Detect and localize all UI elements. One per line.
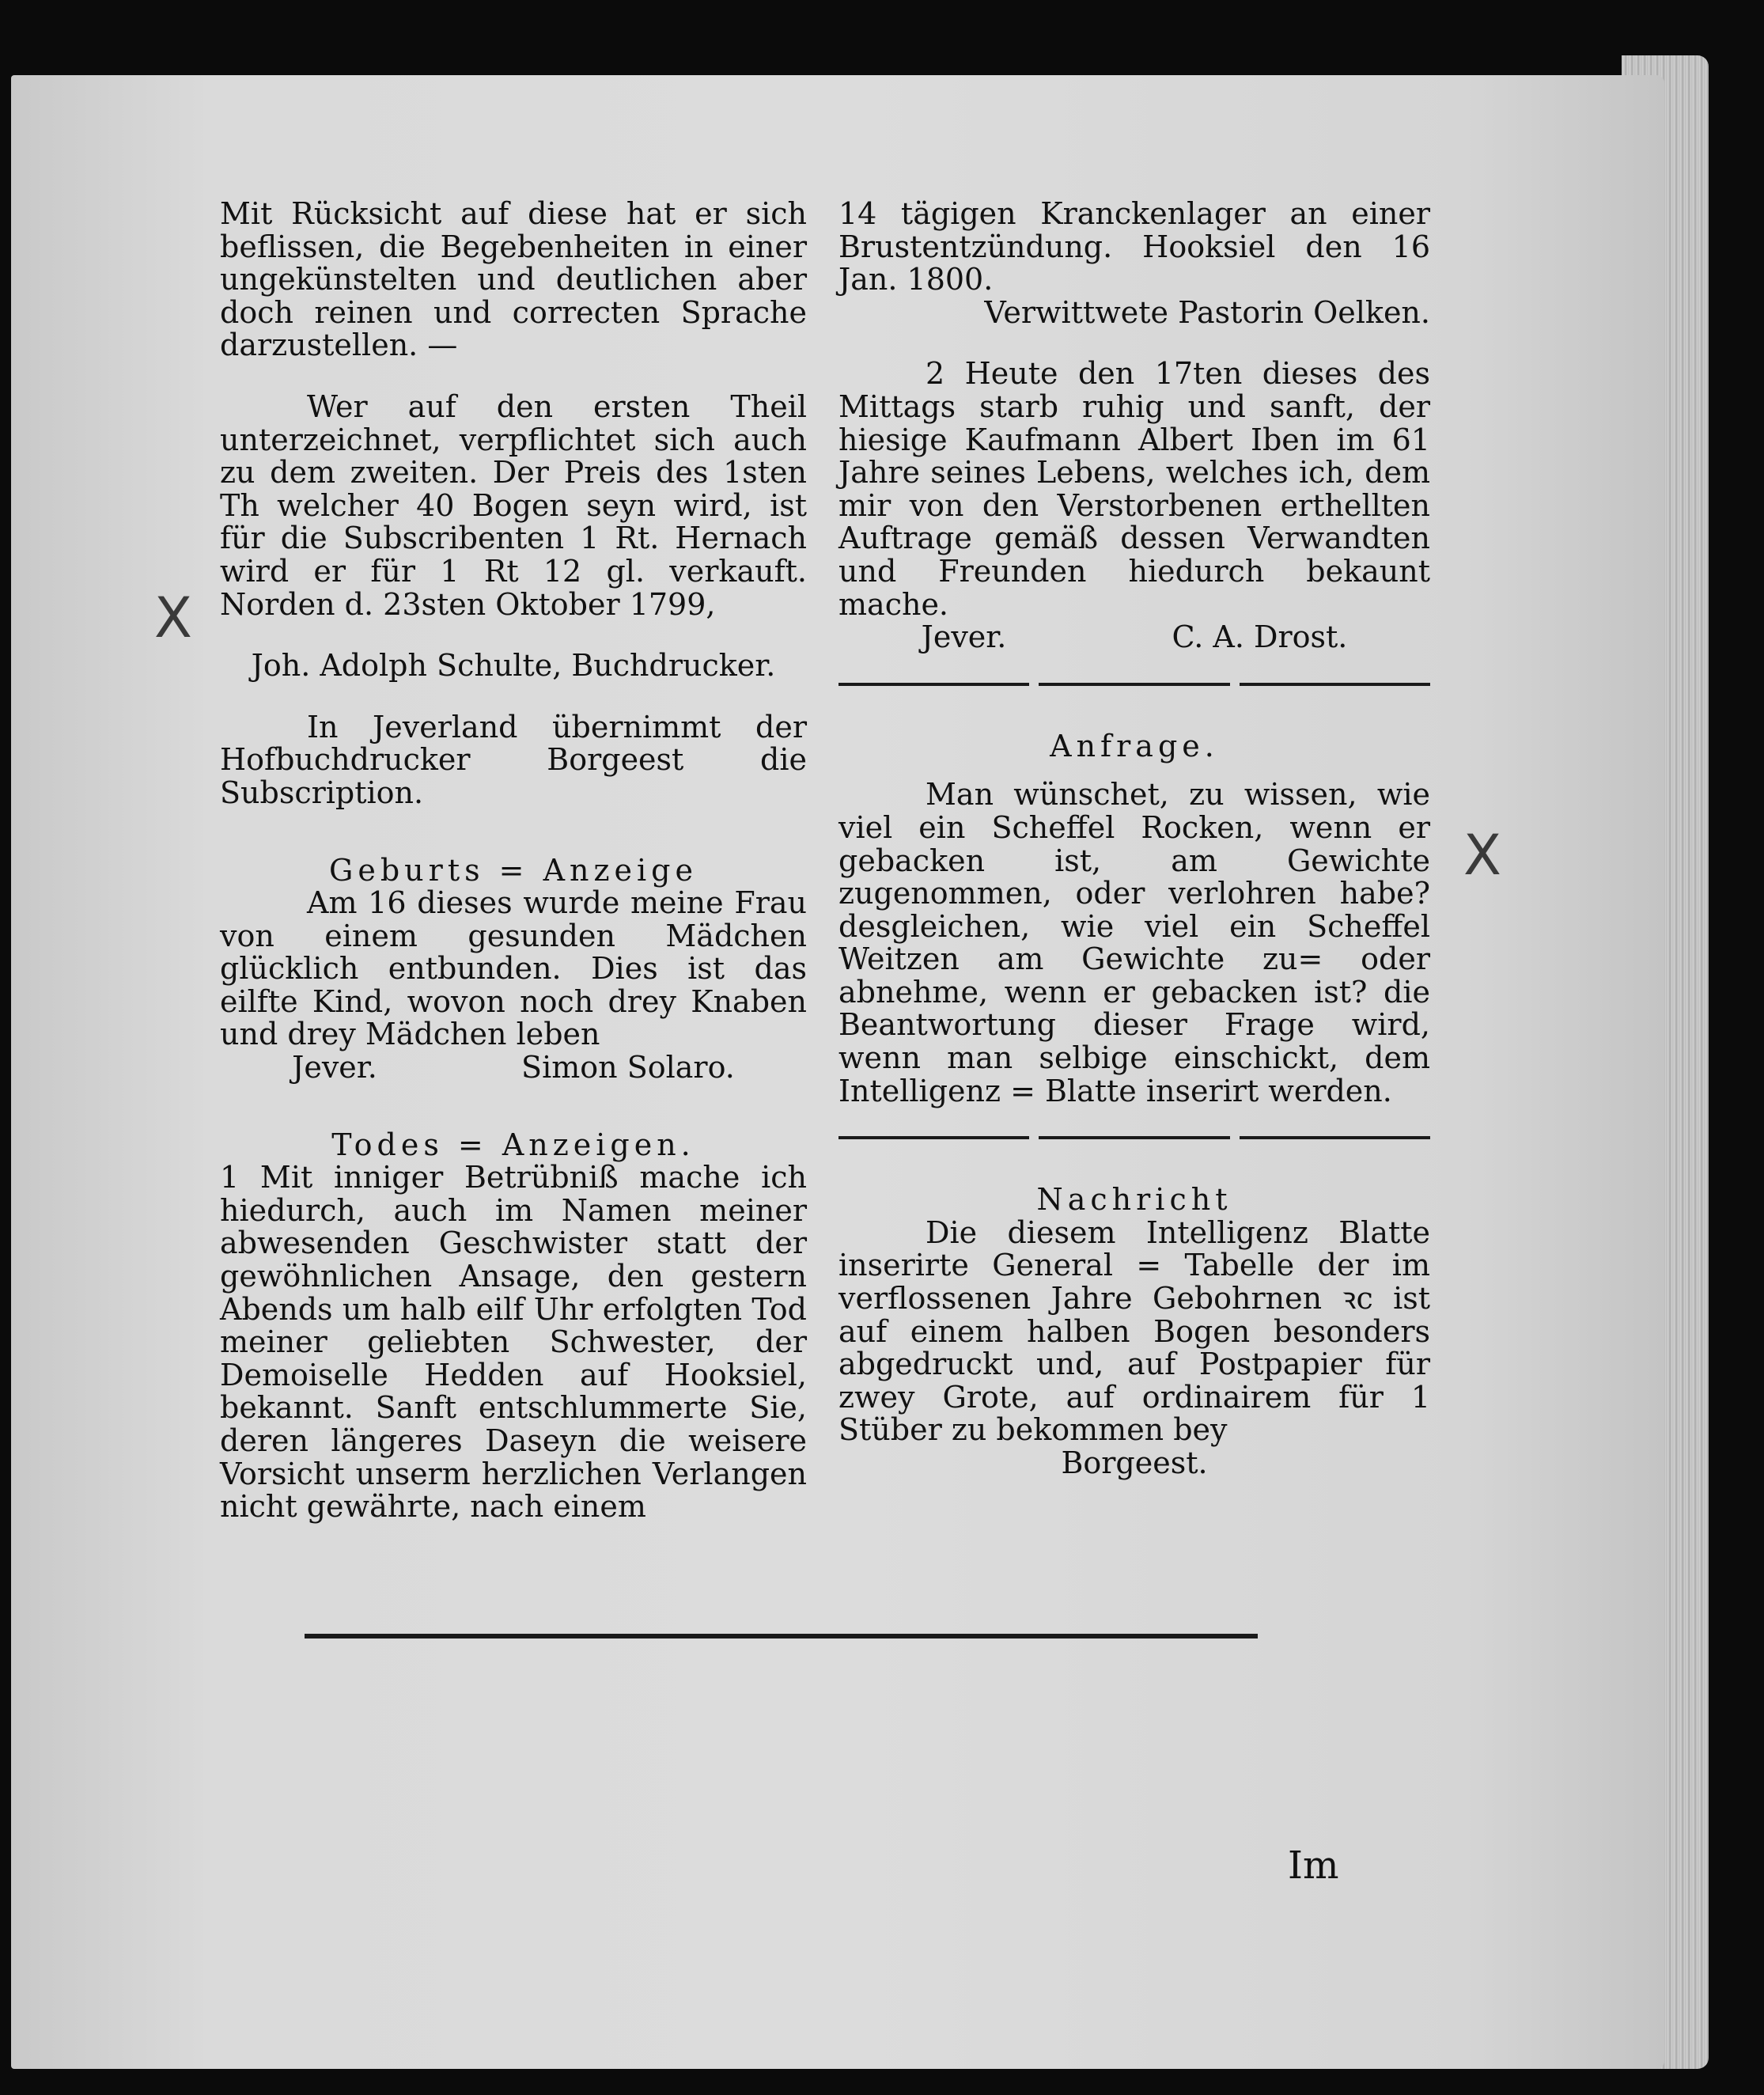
second-death-announcement: 2 Heute den 17ten dieses des Mittags starb ruhig und sanft, der hiesige Kaufmann Albert Iben im 61 Jahre seines Lebens, welches ich, dem mir von den Verstorbenen erthellten Auftrage gemäß dessen Verwandten und Freunden hiedurch bekaunt mache. [838, 356, 1430, 622]
birth-announcement: Am 16 dieses wurde meine Frau von einem gesunden Mädchen glücklich entbunden. Dies ist das eilfte Kind, wovon noch drey Knaben und drey Mädchen leben [220, 885, 807, 1052]
birth-place: Jever. [292, 1050, 377, 1085]
section-divider [838, 683, 1430, 686]
left-column [220, 198, 807, 1524]
page-bottom-rule [305, 1634, 1258, 1638]
death-heading: Todes = Anzeigen. [331, 1127, 695, 1162]
intro-paragraph: Mit Rücksicht auf diese hat er sich beflissen, die Begebenheiten in einer ungekünstelten und deutlichen aber doch reinen und correcten Sprache darzustellen. — [220, 196, 807, 363]
second-death-name: C. A. Drost. [1172, 619, 1348, 655]
section-divider [838, 1136, 1430, 1139]
subscription-paragraph: Wer auf den ersten Theil unterzeichnet, verpflichtet sich auch zu dem zweiten. Der Preis des 1sten Th welcher 40 Bogen seyn wird, ist für die Subscribenten 1 Rt. Hernach wird er für 1 Rt 12 gl. verkauft. Norden d. 23sten Oktober 1799, [220, 388, 807, 622]
catchword: Im [1288, 1843, 1339, 1888]
jeverland-paragraph: In Jeverland übernimmt der Hofbuchdrucker Borgeest die Subscription. [220, 709, 807, 810]
death-announcement: 1 Mit inniger Betrübniß mache ich hiedurch, auch im Namen meiner abwesenden Geschwister statt der gewöhnlichen Ansage, den gestern Abends um halb eilf Uhr erfolgten Tod meiner geliebten Schwester, der Demoiselle Hedden auf Hooksiel, bekannt. Sanft entschlummerte Sie, deren längeres Daseyn die weisere Vorsicht unserm herzlichen Verlangen nicht gewährte, nach einem [220, 1160, 807, 1525]
death-signature: Verwittwete Pastorin Oelken. [984, 294, 1430, 330]
birth-signature [220, 1051, 807, 1085]
notice-heading: Nachricht [1036, 1182, 1232, 1218]
birth-name: Simon Solaro. [521, 1050, 735, 1085]
inquiry-paragraph: Man wünschet, zu wissen, wie viel ein Scheffel Rocken, wenn er gebacken ist, am Gewichte zugenommen, oder verlohren habe? desgleichen, wie viel ein Scheffel Weitzen am Gewichte zu= oder abnehme, wenn er gebacken ist? die Beantwortung dieser Frage wird, wenn man selbige einschickt, dem Intelligenz = Blatte inserirt werden. [838, 777, 1430, 1108]
death-continued: 14 tägigen Kranckenlager an einer Brustentzündung. Hooksiel den 16 Jan. 1800. [838, 196, 1430, 297]
printer-signature: Joh. Adolph Schulte, Buchdrucker. [251, 648, 776, 684]
margin-mark: X [154, 585, 192, 650]
right-column [838, 198, 1430, 1480]
margin-mark: X [1463, 823, 1501, 888]
second-death-signature [838, 621, 1430, 654]
inquiry-heading: Anfrage. [1050, 728, 1219, 763]
notice-signature: Borgeest. [1061, 1445, 1208, 1480]
second-death-place: Jever. [921, 619, 1007, 655]
birth-heading: Geburts = Anzeige [329, 852, 698, 888]
notice-paragraph: Die diesem Intelligenz Blatte inserirte General = Tabelle der im verflossenen Jahre Gebohrnen ꝛc ist auf einem halben Bogen besonders abgedruckt und, auf Postpapier für zwey Grote, auf ordinairem für 1 Stüber zu bekommen bey [838, 1214, 1430, 1448]
